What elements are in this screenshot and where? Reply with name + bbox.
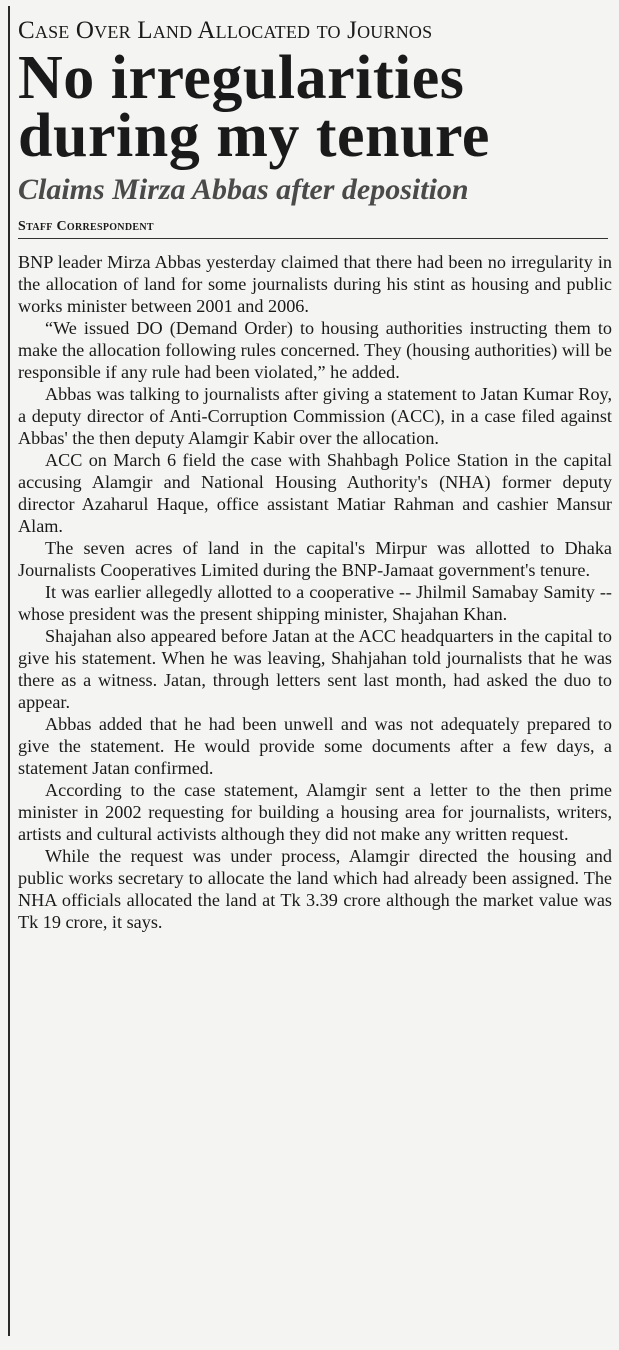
paragraph: It was earlier allegedly allotted to a cooperative -- Jhilmil Samabay Samity -- whose president was the present shipping minister, Shajahan Khan. xyxy=(18,582,612,624)
paragraph: Abbas was talking to journalists after giving a statement to Jatan Kumar Roy, a deputy director of Anti-Corruption Commission (ACC), in a case filed against Abbas' the then deputy Alamgir Kabir over the allocation. xyxy=(18,384,612,448)
paragraph: Shajahan also appeared before Jatan at the ACC headquarters in the capital to give his statement. When he was leaving, Shahjahan told journalists that he was there as a witness. Jatan, through letters sent last month, had asked the duo to appear. xyxy=(18,626,612,712)
subheadline: Claims Mirza Abbas after deposition xyxy=(18,173,469,206)
byline: Staff Correspondent xyxy=(18,219,154,234)
column-rule xyxy=(8,6,10,1336)
byline-divider xyxy=(18,238,608,239)
headline: No irregularities during my tenure xyxy=(18,44,490,170)
article-body xyxy=(18,251,612,933)
paragraph: Abbas added that he had been unwell and was not adequately prepared to give the statement. He would provide some documents after a few days, a statement Jatan confirmed. xyxy=(18,714,612,778)
paragraph: ACC on March 6 field the case with Shahbagh Police Station in the capital accusing Alamgir and National Housing Authority's (NHA) former deputy director Azaharul Haque, office assistant Matiar Rahman and cashier Mansur Alam. xyxy=(18,450,612,536)
paragraph: “We issued DO (Demand Order) to housing authorities instructing them to make the allocation following rules concerned. They (housing authorities) will be responsible if any rule had been violated,” he added. xyxy=(18,318,612,382)
news-clipping xyxy=(18,0,612,933)
kicker: Case Over Land Allocated to Journos xyxy=(18,17,433,44)
paragraph: According to the case statement, Alamgir sent a letter to the then prime minister in 2002 requesting for building a housing area for journalists, writers, artists and cultural activists although they did not make any written request. xyxy=(18,780,612,844)
paragraph: While the request was under process, Alamgir directed the housing and public works secretary to allocate the land which had already been assigned. The NHA officials allocated the land at Tk 3.39 crore although the market value was Tk 19 crore, it says. xyxy=(18,846,612,932)
paragraph: BNP leader Mirza Abbas yesterday claimed that there had been no irregularity in the allocation of land for some journalists during his stint as housing and public works minister between 2001 and 2006. xyxy=(18,252,612,316)
paragraph: The seven acres of land in the capital's Mirpur was allotted to Dhaka Journalists Cooperatives Limited during the BNP-Jamaat government's tenure. xyxy=(18,538,612,580)
